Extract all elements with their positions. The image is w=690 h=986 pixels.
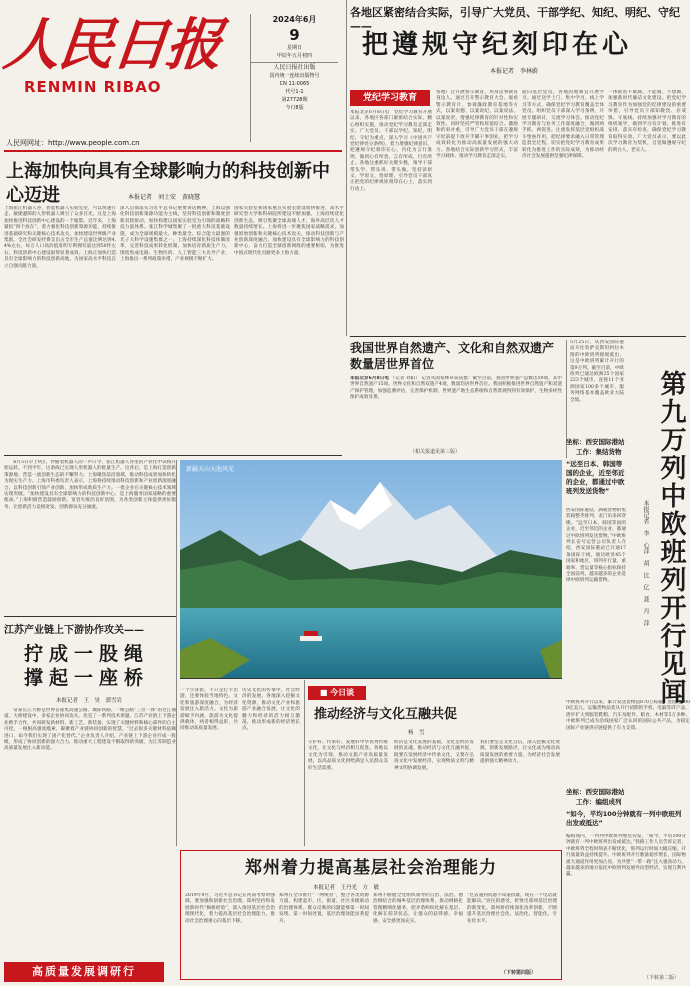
column-divider [346, 0, 347, 336]
top-byline: 本报记者 李林蔚 [490, 68, 539, 75]
train-column-3: 编组场内，一列列中欧班列整装待发。“如今，平均100分钟就有一列中欧班列出发或抵达。”铁路工作人员告诉记者，中欧班列全程时刻表不断优化，班列运行时间大幅压缩，开行质量效益持续提升。中欧班列开行数量稳步增长，国际物流大通道作用更加凸显，为共建“一带一路”注入强劲动力。越来越多的地方依托中欧班列发展外向型经济，实现互利共赢。 [566, 834, 686, 878]
commentary [308, 680, 562, 846]
lead-column-1: 上海张江机器人谷，智能机器人实验室里，可以快速行走、敏捷避障的人形机器人吸引了众多目光。这是上海加快推进科技创新中心建设的一个缩影。近年来，上海紧扣“四个放在”，着力强化科技创新策源功能，持续推进基础研究和关键核心技术攻关，加快建设世界级产业集群。全社会研发经费支出占全市生产总值比例达到4.4%左右，每万人口高价值发明专利拥有量达到50件左右，科技创新中心建设取得显著成效。上海正加快打造具有全球影响力的科技创新高地，为国家高水平科技自立自强贡献力量。 [4, 206, 116, 269]
jiangsu-body: 常泰长江大桥是世界首座集高速公路、城际铁路、一级公路“三位一体”的过江通道。大桥建设中，多家企业协同攻关，攻克了一系列技术难题。江苏产业链上下游企业携手合作，共同研发新材料、新工艺、新装备，实现了关键材料和核心部件的自主可控。一根根高强度缆索，凝聚着产业链协同创新的智慧。“过去很多关键材料依赖进口，如今我们实现了国产化替代。”企业负责人介绍，产业链上下游企业拧成一股绳，形成了协同创新的强大合力，推动重大工程建设不断取得新突破，为江苏制造业高质量发展注入新动能。 [4, 708, 176, 752]
commentary-body-3: 我们要坚定文化自信，深入挖掘文化资源，创新发展路径，让文化成为推动高质量发展的重要力量，为经济社会发展提供强大精神动力。 [480, 740, 560, 765]
jiangsu-story [4, 620, 176, 850]
commentary-icon: ■ [319, 688, 328, 697]
zhengzhou-column-1: 2019年9月，习近平总书记在河南考察时强调，要加强和创新社会治理。郑州坚持和发展新时代“枫桥经验”，深入推进基层社会治理现代化，着力提高基层社会治理能力，推动社会治理重心向基层下移。 [185, 893, 275, 924]
landscape-photo [180, 460, 562, 678]
zhengzhou-story [180, 850, 562, 980]
lead-column-3: 国家实验室和国家重点实验室建设加快推进，高水平研究型大学和科研院所建设不断加强。上海持续优化创新生态，吸引集聚全球高端人才，海外高层次人才数量持续增长。上海将进一步聚焦国家战略需求，加强原始创新和关键核心技术攻关，推动科技创新与产业创新深度融合，加快建设具有全球影响力的科技创新中心，奋力打造全球创新网络的重要枢纽，为推进中国式现代化贡献更多上海力量。 [234, 206, 344, 256]
date-line: 2024年6月 [272, 15, 317, 24]
jiangsu-kicker: 江苏产业链上下游协作攻关—— [4, 625, 144, 636]
masthead-rule [4, 150, 342, 152]
train-headline: 第九万列中欧班列开行见闻 [656, 370, 686, 706]
heritage-story [350, 340, 562, 460]
date-box [250, 14, 338, 142]
train-column-2: 中欧班列开行以来，累计发送货物超870万标箱，货值超3800亿美元。运输货物品类从开行初期的手机、电脑等IT产品，逐步扩大到服装鞋帽、汽车及配件、粮食、木材等5万多种。中欧班列已成为沿线国家广泛认同的国际公共产品，为稳定国际产业链供应链提供了有力支撑。 [566, 700, 690, 731]
heritage-closing-note: （相关报道见第三版） [410, 449, 461, 455]
jiangsu-byline: 本报记者 王 昊 郭雪岩 [56, 698, 123, 704]
top-right-story [350, 2, 686, 336]
zhengzhou-column-3: 郑州不断健全党组织领导的自治、法治、德治相结合的城乡基层治理体系，推动网格化管理精细化服务，把矛盾纠纷化解在基层、化解在萌芽状态，让群众的获得感、幸福感、安全感更加充实。 [373, 893, 463, 924]
heritage-side-column: 5月25日，从西安国际港站开往哈萨克斯坦阿拉木图的中欧班列缓缓驶出，这是中欧班列累计开行的第9万列。截至目前，中欧班列已通达欧洲25个国家223个城市，连接11个亚洲国家100多个城市，服务网络基本覆盖欧亚大陆全境。 [570, 340, 624, 403]
quote-2: “如今，平均100分钟就有一列中欧班列出发或抵达” [566, 810, 682, 827]
train-story [566, 340, 690, 986]
newspaper-logo: 人民日报 [0, 12, 224, 78]
page-count: 今日8版 [285, 105, 304, 111]
commentary-body-1: 守护好、传承好、发展好中华优秀传统文化，让文化与经济相互促进。各地以文化为引领，推动文旅产业高质量发展，以高品质文化供给满足人民群众美好生活需要。 [308, 740, 388, 771]
lead-continuation: 6月5日早上9点，伴随着机器人的一声口令，张江机器人谷里的产业化中试线开始运转。不到半年，这条线已实现人形机器人的批量生产。这背后，是上海打造创新策源地、营造一流创新生态的不懈努力。上海聚焦前沿领域，推动科技成果加快转化为现实生产力。上海市科委负责人表示，上海将持续推动科技创新和产业创新深度融合，以科技创新引领产业创新，加快形成新质生产力。一批企业在关键核心技术领域实现突破。“加快建设具有全球影响力的科技创新中心，是上海服务国家战略的重要使命。”上海积极营造鼓励创新、宽容失败的良好氛围，为各类创新主体提供更好服务，让创新活力竞相迸发、创新源泉充分涌流。 [4, 460, 176, 510]
heritage-reporter: （记者 刘阳） [390, 376, 420, 381]
top-column-1: 本报北京6月8日电 党纪学习教育开展以来，各地区各部门紧密结合实际，精心组织实施，推动党纪学习教育走深走实。广大党员、干部以学纪、知纪、明纪、守纪为重点，深入学习《中国共产党纪律处分条例》，着力增强纪律意识，把遵规守纪刻印在心，内化为言行准则，做到心有所畏、言有所戒、行有所止。各地注重抓好关键少数，领导干部带头学、带头讲、带头做。坚持读原文、学原文、悟原理，引导党员干部真正把党的纪律规矩刻印在心上，落实到行动上。 [350, 110, 432, 192]
postal-code: 代号1-1 [285, 89, 304, 95]
zhengzhou-column-2: 郑州在全市推行“一网统管”，整合各类资源力量，构建起市、区、街道、社区多级联动的治理体系。群众反映的问题能够第一时间发现、第一时间处置，基层治理效能显著提升。 [279, 893, 369, 924]
commentary-column-1: 一个小身影，不只是打卡出游，还要体验当地特色。文化和旅游深度融合，为经济发展注入新活力。文化为旅游赋予内涵，旅游为文化提供载体，两者相得益彰，共同推动高质量发展。 [180, 688, 238, 732]
commentary-intro [180, 680, 302, 846]
zhengzhou-headline: 郑州着力提高基层社会治理能力 [245, 858, 497, 878]
newspaper-pinyin: RENMIN RIBAO [24, 78, 162, 96]
station-1-work: 工作：集结货物 [576, 448, 622, 456]
jiangsu-headline-2: 撑起一座桥 [24, 667, 150, 689]
zhengzhou-continued: （下转第四版） [501, 970, 537, 976]
photo-caption: 新疆天山天池风光 [186, 466, 235, 473]
lead-byline: 本报记者 刘士安 黄晓慧 [128, 194, 201, 201]
publisher: 人民日报社出版 [251, 62, 338, 72]
masthead [0, 0, 345, 150]
left-bottom-text [4, 852, 176, 960]
quote-1: “远至日本、韩国等国的企业，近至邻近的企业，都通过中欧班列发送货物” [566, 460, 625, 495]
photo-rule [180, 678, 562, 679]
date-day: 9 [289, 26, 300, 44]
issue-number: 第27728期 [281, 97, 308, 103]
lead-rule [4, 455, 342, 456]
column-divider [304, 680, 305, 846]
mountain-lake-image [180, 460, 562, 678]
heritage-headline: 我国世界自然遗产、文化和自然双遗产数量居世界首位 [350, 341, 555, 371]
column-divider [176, 460, 177, 846]
station-1-label: 坐标：西安国际港站 [566, 438, 625, 446]
cn-number-label: 国内统一连续出版物号 [269, 73, 320, 79]
train-byline: 本报记者 李 心萍 胡 比 亿 聂 丹 萍 [642, 500, 649, 626]
website-line: 人民网网址：http://www.people.com.cn [6, 139, 140, 147]
heritage-body: 本报北京6月8日电 （记者 刘阳） 记者从国家林草局获悉：截至目前，我国世界遗产总数达59项，其中世界自然遗产15项、世界文化和自然双遗产4项，数量均居世界首位。我国积极推进世界自然遗产和双遗产保护管理，加强监测评估，完善保护机制，世界遗产地生态系统和自然景观得到有效保护，生物多样性保护成效显著。 [350, 376, 562, 401]
cn-code: CN 11-0065 [279, 81, 310, 87]
jiangsu-rule [4, 616, 176, 617]
top-kicker: 各地区紧密结合实际，引导广大党员、干部学纪、知纪、明纪、守纪—— [350, 6, 680, 33]
zhengzhou-column-4: “过去遇到问题不知道找谁，现在一个电话就能解决。”居民的感受，折射出郑州基层治理的新变化。郑州将持续深化改革创新，不断提升基层治理社会化、法治化、智能化、专业化水平。 [467, 893, 557, 924]
weekday: 星期日 [286, 45, 302, 51]
commentary-label-text: 今日谈 [330, 688, 355, 697]
commentary-headline: 推动经济与文化互融共促 [314, 707, 458, 722]
top-column-4: 一体推进不敢腐、不能腐、不想腐，加强新时代廉洁文化建设。把党纪学习教育作为加强党的纪律建设的重要举措，引导党员干部知敬畏、存戒惧、守底线。持续加强对学习教育的组织领导，做到学习有计划、推进有安排、落实有检查，确保党纪学习教育取得实效。广大党员表示，要以此次学习教育为契机，自觉做遵规守纪的明白人、老实人。 [608, 90, 686, 153]
lunar-date: 甲辰年五月初四 [276, 53, 312, 59]
commentary-body-2: 经济是文化发展的基础，文化是经济发展的灵魂。推动经济与文化互融共促，既要在发展经济中传承文化，又要在弘扬文化中发展经济，实现物质文明与精神文明协调发展。 [394, 740, 474, 771]
commentary-column-2: 历史文化的传承中，社会经济的发展。各地深入挖掘文化资源，推动文化产业和旅游产业融合发展，让文化的魅力和经济的活力相互激荡，推动形成新的经济增长点。 [242, 688, 300, 732]
jiangsu-headline-1: 拧成一股绳 [24, 643, 150, 665]
station-2-work: 工作：编组成列 [576, 798, 622, 806]
station-2-label: 坐标：西安国际港站 [566, 788, 625, 796]
train-continued: （下转第二版） [644, 975, 680, 981]
top-column-3: 面向基层党员，各地因地制宜开展学习。通过送学上门、集中学习、线上学习等方式，确保党纪学习教育覆盖全体党员。组织党员干部深入学习条例，开展专题研讨，交流学习体会。推动党纪学习教育与业务工作深度融合，做到两手抓、两促进。注重发挥基层党组织战斗堡垒作用，把纪律要求融入日常管理监督全过程，切实把党纪学习教育成果转化为推进工作的实际成效，为推动经济社会发展提供坚强纪律保障。 [522, 90, 604, 160]
bottom-banner: 高质量发展调研行 [4, 962, 164, 982]
section-label: 党纪学习教育 [350, 90, 430, 106]
lead-headline: 上海加快向具有全球影响力的科技创新中心迈进 [6, 161, 330, 206]
heritage-dateline: 本报北京6月8日电 [350, 376, 390, 381]
zhengzhou-byline: 本报记者 王丹光 方 敏 [313, 885, 380, 891]
commentary-label [308, 686, 366, 700]
commentary-author: 杨 雪 [408, 730, 425, 736]
top-column-2: 各地广泛开展警示教育，用身边事教育身边人。通过召开警示教育大会、观看警示教育片、参观廉政教育基地等方式，以案说德、以案说纪、以案说法、以案说责，增强纪律教育的针对性和实效性。同时坚持严管和厚爱结合、激励和约束并重，引导广大党员干部在遵规守纪前提下放开手脚干事创业，把学习成效转化为推动高质量发展的强大动力。各地结合实际创新学习形式，丰富学习载体，推动学习教育走深走实。 [436, 90, 518, 160]
top-right-rule [350, 336, 686, 337]
top-headline: 把遵规守纪刻印在心 [362, 30, 633, 60]
train-column-1: 西安国际港站，满载货物的集装箱整齐排列，龙门吊来回穿梭。“远至日本、韩国等国的企业，近至邻近的企业，都通过中欧班列发送货物。”中欧班列长安号运营公司负责人介绍，西安国际港站已开通17条国际干线，通达欧亚45个国家和地区，班列开行量、重箱率、货运量等核心指标保持全国前列。越来越多的企业选择中欧班列运输货物。 [566, 508, 626, 584]
lead-story [0, 154, 345, 454]
lead-column-2: 深入贯彻落实习近平总书记重要讲话精神，上海以强化科技创新策源功能为主线，坚持科技创新和制度创新双轮驱动，加快构建以国家实验室为引领的战略科技力量体系。张江科学城集聚了一批重大科技基础设施，成为全球规模最大、种类最全、综合能力最强的光子大科学设施集群之一。上海持续深化科技体制改革，完善科技成果转化机制，加快培育新质生产力。围绕集成电路、生物医药、人工智能三大先导产业，上海推出一系列政策举措，产业规模不断扩大。 [120, 206, 230, 263]
